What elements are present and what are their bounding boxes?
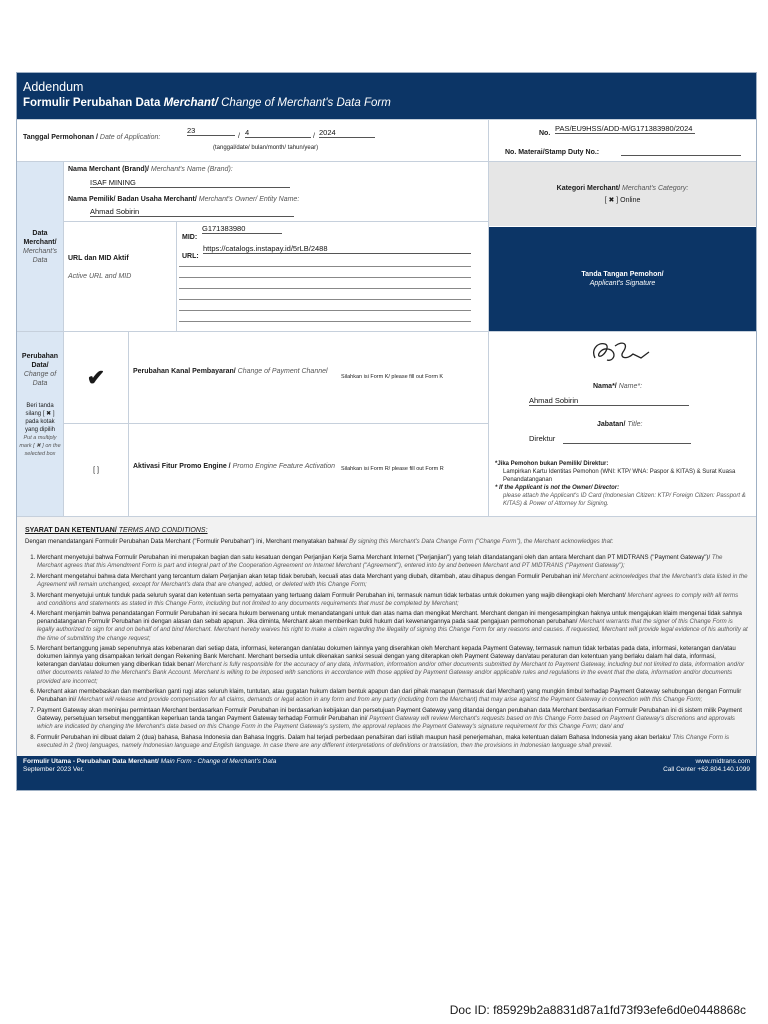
date-row	[17, 119, 756, 161]
merchant-data-section-label: Data Merchant/ Merchant's Data	[17, 162, 63, 331]
footer-website: www.midtrans.com	[695, 757, 750, 765]
terms-item: 4. Merchant menjamin bahwa penandatangan Formulir Perubahan ini secara hukum berwenang untuk menandatangani untuk dan atas nama dan mengikat Merchant. Merchant dengan ini mengesampingkan haknya untuk mengajukan klaim mengenai tidak sahnya penandatanganan Formulir Perubahan ini dengan alasan dan sebab apapun. Jika diminta, Merchant akan memberikan bukti hukum dari kewenangannya pada saat pengajuan permohonan perubahan/ Merchant warrants that the signer of this Change Form is legally authorized to sign for and on behalf of and bind Merchant. Merchant hereby waives his right to make a claim regarding the illegality of signing this Change Form for any reasons and causes. If requested, Merchant will provide legal evidence of his authority at the time of submitting the change request;	[37, 610, 748, 642]
form-k-note: Silahkan isi Form K/ please fill out Form K	[341, 374, 444, 380]
date-month[interactable]: 4	[245, 128, 311, 138]
terms-item: 5. Merchant bertanggung jawab sepenuhnya atas kebenaran dari setiap data, informasi, keterangan dan/atau dokumen lainnya yang diserahkan oleh Merchant kepada Payment Gateway, termasuk namun tidak terbatas pada data, informasi, keterangan dan/atau dokumen lainnya yang disampaikan terkait dengan Rekening Bank Merchant. Merchant bersedia untuk dikenakan sanksi sesuai dengan yang diterapkan oleh Payment Gateway dan/atau peraturan dan ketentuan yang berlaku dalam hal data, informasi, keterangan dan/atau dokumen yang diberikan tidak benar/ Merchant is fully responsible for the accuracy of any data, information, information and/or other documents submitted by Merchant to Payment Gateway, including but not limited to data, information and/or other documents related to the Merchant's Bank Account. Merchant is willing to be imposed with sanctions in accordance with those applied by Payment Gateway and/or applicable rules and regulations in the event that the data, information and/or documents provided are incorrect;	[37, 645, 748, 685]
mid-url-fields: MID: G171383980 URL: https://catalogs.instapay.id/5rLB/2488	[177, 221, 489, 332]
form-header	[17, 73, 756, 119]
date-section: Tanggal Permohonan / Date of Application: 23 / 4 / 2024 (tanggal/date/ bulan/month/ tahun/year)	[17, 120, 488, 161]
signer-title-value: Direktur	[529, 434, 556, 443]
terms-and-conditions	[17, 516, 756, 756]
signature-image	[589, 336, 659, 370]
document-id: Doc ID: f85929b2a8831d87a1fd73f93efe6d0e0448868c	[449, 1003, 746, 1017]
terms-intro: Dengan menandatangani Formulir Perubahan Data Merchant ("Formulir Perubahan") ini, Merchant menyatakan bahwa/ By signing this Merchant's Data Change Form ("Change Form"), the Merchant acknowledges that:	[25, 538, 614, 546]
brand-name-field[interactable]: ISAF MINING	[90, 178, 290, 188]
payment-channel-checkbox[interactable]: ✔	[86, 365, 106, 390]
form-document	[16, 72, 757, 791]
form-footer: Formulir Utama - Perubahan Data Merchant/ Main Form - Change of Merchant's Data September 2023 Ver. www.midtrans.com Call Center +62.804.140.1099	[17, 756, 756, 790]
mid-field[interactable]: G171383980	[202, 224, 282, 234]
terms-item: 6. Merchant akan membebaskan dan memberikan ganti rugi atas seluruh klaim, tuntutan, atau gugatan hukum dalam bentuk apapun dan dari pihak manapun (termasuk dari Merchant) yang mungkin timbul terhadap Payment Gateway sehubungan dengan Formulir Perubahan ini/ Merchant will release and provide compensation for all claims, demands or legal action in any form and from any party (including from the Merchant) that may arise against the Payment Gateway in connection with this Change Form;	[37, 688, 748, 704]
date-format-hint: (tanggal/date/ bulan/month/ tahun/year)	[213, 145, 319, 151]
signature-area: Nama*/ Name*: Ahmad Sobirin Jabatan/ Title: Direktur *Jika Pemohon bukan Pemilik/ Direktur: Lampirkan Kartu Identitas Pemohon (WNI: KTP/ WNA: Paspor & KITAS) & Surat Kuasa Penandatanganan * If the Applicant is not the Owner/ Director: please attach the Applicant's ID Card (Indonesian Citizen: KTP/ Foreign Citizen: Passport & KITAS) & Power of Attorney for Signing.	[488, 332, 756, 516]
reference-number: PAS/EU9HSS/ADD-M/G171383980/2024	[555, 124, 695, 134]
addendum-label: Addendum	[23, 80, 84, 94]
terms-item: 8. Formulir Perubahan ini dibuat dalam 2 (dua) bahasa, Bahasa Indonesia dan Bahasa Inggris. Dalam hal terjadi perbedaan penafsiran dari istilah maupun hasil penerjemahan, maka ketentuan dalam Bahasa Indonesia yang akan berlaku/ This Change Form is executed in 2 (two) languages, namely Indonesian language and English language. In case there are any different interpretations of definitions or translation, then the provisions in Indonesian language shall prevail.	[37, 734, 748, 750]
terms-list	[25, 554, 748, 750]
promo-engine-checkbox[interactable]: [ ]	[93, 467, 99, 474]
terms-item: 1. Merchant menyetujui bahwa Formulir Perubahan ini merupakan bagian dan satu kesatuan dengan Perjanjian Kerja Sama Merchant Internet ("Perjanjian") yang telah ditandatangani oleh dan antara Merchant dan PT MIDTRANS ("Payment Gateway")/ The Merchant agrees that this Amendment Form is part and integral part of the Cooperation Agreement on Internet Merchant ("Agreement"), entered into by and between Merchant and PT MIDTRANS ("Payment Gateway");	[37, 554, 748, 570]
change-data-row	[17, 331, 756, 516]
terms-item: 7. Payment Gateway akan meninjau permintaan Merchant berdasarkan Formulir Perubahan ini berdasarkan kebijakan dan persetujuan Payment Gateway yang ditandai dengan perubahan data Merchant berdasarkan Formulir Perubahan ini di sistem milik Payment Gateway, persetujuan tersebut menggantikan keperluan tanda tangan Payment Gateway terhadap Formulir Perubahan ini/ Payment Gateway will review Merchant's requests based on this Change Form based on Payment Gateway's discretions and approvals which are indicated by changing the Merchant's data based on this Change Form in the Payment Gateway's system, the approval replaces the Payment Gateway's signature requirement for this Change Form; dan/ and	[37, 707, 748, 731]
signer-name-field[interactable]: Ahmad Sobirin	[529, 396, 689, 406]
merchant-data-row	[17, 161, 756, 331]
date-year[interactable]: 2024	[319, 128, 375, 138]
merchant-data-fields: Nama Merchant (Brand)/ Merchant's Name (Brand): ISAF MINING Nama Pemilik/ Badan Usaha Merchant/ Merchant's Owner/ Entity Name: Ahmad Sobirin URL dan MID Aktif Active URL and MID MID: G171383980 URL: https://catalogs.instapay.id/5rLB/2488	[63, 162, 488, 331]
terms-item: 3. Merchant menyetujui untuk tunduk pada seluruh syarat dan ketentuan serta pernyataan yang tertuang dalam Formulir Perubahan ini, termasuk namun tidak terbatas untuk dokumen yang wajib dilengkapi oleh Merchant/ Merchant agrees to comply with all terms and conditions and statements as stated in this Change Form, including but not limited to any documents requirements that must be completed by Merchant;	[37, 592, 748, 608]
date-day[interactable]: 23	[187, 126, 235, 136]
owner-name-field[interactable]: Ahmad Sobirin	[90, 207, 294, 217]
change-options	[63, 332, 488, 516]
signature-header: Tanda Tangan Pemohon/ Applicant's Signature	[489, 226, 756, 331]
change-option-payment-channel: ✔ Perubahan Kanal Pembayaran/ Change of Payment Channel Silahkan isi Form K/ please fill out Form K	[64, 332, 489, 424]
signer-note: *Jika Pemohon bukan Pemilik/ Direktur: Lampirkan Kartu Identitas Pemohon (WNI: KTP/ WNA: Paspor & KITAS) & Surat Kuasa Penandatanganan * If the Applicant is not the Owner/ Director: please attach the Applicant's ID Card (Indonesian Citizen: KTP/ Foreign Citizen: Passport & KITAS) & Power of Attorney for Signing.	[495, 461, 746, 507]
form-r-note: Silahkan isi Form R/ please fill out Form R	[341, 466, 444, 472]
terms-item: 2. Merchant mengetahui bahwa data Merchant yang tercantum dalam Perjanjian akan tetap tidak berubah, kecuali atas data Merchant yang diubah, ditambah, atau dihapus dengan Formulir Perubahan ini/ Merchant acknowledges that the Merchant's data listed in the Agreement will remain unchanged, except for Merchant's data that are changed, added, or deleted with this Change Form;	[37, 573, 748, 589]
signer-title-field[interactable]	[563, 436, 691, 444]
change-option-promo-engine: [ ] Aktivasi Fitur Promo Engine / Promo Engine Feature Activation Silahkan isi Form R/ please fill out Form R	[64, 424, 489, 517]
additional-url-lines[interactable]	[179, 256, 471, 322]
form-title: Formulir Perubahan Data Merchant/ Change of Merchant's Data Form	[23, 97, 391, 109]
terms-heading: SYARAT DAN KETENTUAN/ TERMS AND CONDITIONS:	[25, 527, 208, 534]
category-online-checkbox[interactable]: [ ✖ ] Online	[604, 196, 641, 204]
reference-section: No. PAS/EU9HSS/ADD-M/G171383980/2024 No. Materai/Stamp Duty No.:	[488, 120, 756, 161]
url-field[interactable]: https://catalogs.instapay.id/5rLB/2488	[203, 244, 471, 254]
stamp-duty-field[interactable]	[621, 148, 741, 156]
footer-call-center: Call Center +62.804.140.1099	[663, 765, 750, 773]
merchant-category-box: Kategori Merchant/ Merchant's Category: [ ✖ ] Online	[489, 162, 756, 226]
change-data-section-label: Perubahan Data/ Change of Data Beri tanda silang [ ✖ ] pada kotak yang dipilih Put a multiply mark [ ✖ ] on the selected box	[17, 332, 63, 516]
